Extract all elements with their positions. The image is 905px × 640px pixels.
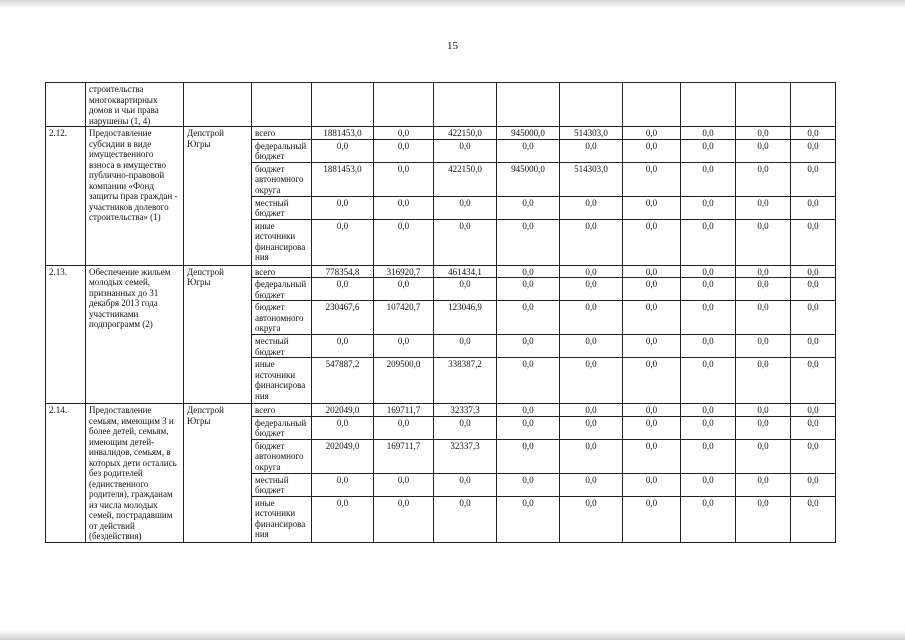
amount-cell: 0,0 bbox=[497, 473, 560, 496]
item-number: 2.13. bbox=[46, 265, 86, 404]
amount-cell: 0,0 bbox=[623, 162, 681, 196]
amount-cell: 0,0 bbox=[681, 335, 736, 358]
amount-cell: 0,0 bbox=[560, 358, 623, 404]
amount-cell: 0,0 bbox=[736, 265, 791, 278]
funding-source: всего bbox=[252, 265, 312, 278]
cell-empty bbox=[623, 83, 681, 127]
amount-cell: 0,0 bbox=[434, 473, 497, 496]
amount-cell: 316920,7 bbox=[374, 265, 434, 278]
amount-cell: 0,0 bbox=[681, 127, 736, 140]
amount-cell: 0,0 bbox=[497, 335, 560, 358]
amount-cell: 0,0 bbox=[497, 219, 560, 265]
amount-cell: 0,0 bbox=[623, 404, 681, 417]
amount-cell: 0,0 bbox=[736, 219, 791, 265]
amount-cell: 0,0 bbox=[736, 162, 791, 196]
cell-executor bbox=[184, 83, 252, 127]
executor: Депстрой Югры bbox=[184, 265, 252, 404]
amount-cell: 1881453,0 bbox=[312, 162, 374, 196]
event-name: строительства многоквартирных домов и чьи права нарушены (1, 4) bbox=[86, 83, 184, 127]
amount-cell: 0,0 bbox=[791, 219, 836, 265]
cell-empty bbox=[497, 83, 560, 127]
cell-empty bbox=[434, 83, 497, 127]
amount-cell: 0,0 bbox=[681, 265, 736, 278]
cell-empty bbox=[681, 83, 736, 127]
amount-cell: 0,0 bbox=[736, 473, 791, 496]
amount-cell: 547887,2 bbox=[312, 358, 374, 404]
amount-cell: 0,0 bbox=[434, 335, 497, 358]
amount-cell: 0,0 bbox=[560, 278, 623, 301]
amount-cell: 0,0 bbox=[374, 335, 434, 358]
amount-cell: 0,0 bbox=[736, 335, 791, 358]
funding-source: местный бюджет bbox=[252, 335, 312, 358]
funding-source: всего bbox=[252, 127, 312, 140]
continuation-row bbox=[46, 83, 836, 127]
amount-cell: 0,0 bbox=[374, 473, 434, 496]
amount-cell: 0,0 bbox=[623, 439, 681, 473]
amount-cell: 0,0 bbox=[312, 278, 374, 301]
funding-source: федеральный бюджет bbox=[252, 416, 312, 439]
cell-empty bbox=[312, 83, 374, 127]
amount-cell: 0,0 bbox=[374, 219, 434, 265]
scan-edge-top bbox=[0, 0, 905, 8]
funding-source: бюджет автономного округа bbox=[252, 162, 312, 196]
funding-source: иные источники финансирования bbox=[252, 219, 312, 265]
item-number: 2.14. bbox=[46, 404, 86, 543]
amount-cell: 0,0 bbox=[623, 473, 681, 496]
amount-cell: 0,0 bbox=[681, 439, 736, 473]
amount-cell: 0,0 bbox=[681, 301, 736, 335]
amount-cell: 0,0 bbox=[560, 439, 623, 473]
amount-cell: 0,0 bbox=[312, 335, 374, 358]
funding-source: всего bbox=[252, 404, 312, 417]
amount-cell: 0,0 bbox=[791, 127, 836, 140]
amount-cell: 0,0 bbox=[374, 162, 434, 196]
amount-cell: 0,0 bbox=[791, 439, 836, 473]
cell-source bbox=[252, 83, 312, 127]
amount-cell: 0,0 bbox=[681, 416, 736, 439]
event-name: Предоставление семьям, имеющим 3 и более детей, семьям, имеющим детей-инвалидов, семьям, в которых дети остались без родителей (единственного родителя), гражданам из числа молодых семей, пострадавшим от действий (бездействия) bbox=[86, 404, 184, 543]
amount-cell: 945000,0 bbox=[497, 162, 560, 196]
funding-source: местный бюджет bbox=[252, 196, 312, 219]
amount-cell: 0,0 bbox=[497, 196, 560, 219]
amount-cell: 0,0 bbox=[312, 473, 374, 496]
amount-cell: 0,0 bbox=[791, 496, 836, 542]
amount-cell: 422150,0 bbox=[434, 127, 497, 140]
amount-cell: 0,0 bbox=[497, 139, 560, 162]
amount-cell: 0,0 bbox=[681, 278, 736, 301]
funding-source: федеральный бюджет bbox=[252, 278, 312, 301]
amount-cell: 0,0 bbox=[312, 496, 374, 542]
cell-empty bbox=[736, 83, 791, 127]
amount-cell: 202049,0 bbox=[312, 404, 374, 417]
amount-cell: 0,0 bbox=[434, 196, 497, 219]
amount-cell: 0,0 bbox=[681, 219, 736, 265]
amount-cell: 0,0 bbox=[374, 196, 434, 219]
amount-cell: 32337,3 bbox=[434, 439, 497, 473]
amount-cell: 461434,1 bbox=[434, 265, 497, 278]
amount-cell: 0,0 bbox=[374, 496, 434, 542]
amount-cell: 514303,0 bbox=[560, 162, 623, 196]
amount-cell: 0,0 bbox=[374, 127, 434, 140]
amount-cell: 0,0 bbox=[623, 278, 681, 301]
amount-cell: 107420,7 bbox=[374, 301, 434, 335]
cell-empty bbox=[374, 83, 434, 127]
item-number: 2.12. bbox=[46, 127, 86, 266]
amount-cell: 0,0 bbox=[497, 278, 560, 301]
amount-cell: 0,0 bbox=[736, 404, 791, 417]
amount-cell: 0,0 bbox=[623, 335, 681, 358]
amount-cell: 0,0 bbox=[791, 335, 836, 358]
amount-cell: 0,0 bbox=[560, 473, 623, 496]
amount-cell: 0,0 bbox=[497, 265, 560, 278]
amount-cell: 778354,8 bbox=[312, 265, 374, 278]
amount-cell: 0,0 bbox=[681, 358, 736, 404]
amount-cell: 0,0 bbox=[497, 416, 560, 439]
amount-cell: 0,0 bbox=[791, 196, 836, 219]
event-name: Предоставление субсидии в виде имущественного взноса в имущество публично-правовой компании «Фонд защиты прав граждан - участников долевого строительства» (1) bbox=[86, 127, 184, 266]
funding-source: бюджет автономного округа bbox=[252, 301, 312, 335]
amount-cell: 0,0 bbox=[560, 496, 623, 542]
amount-cell: 209500,0 bbox=[374, 358, 434, 404]
amount-cell: 0,0 bbox=[791, 404, 836, 417]
amount-cell: 0,0 bbox=[623, 358, 681, 404]
funding-source: бюджет автономного округа bbox=[252, 439, 312, 473]
amount-cell: 0,0 bbox=[497, 439, 560, 473]
amount-cell: 0,0 bbox=[681, 162, 736, 196]
amount-cell: 202049,0 bbox=[312, 439, 374, 473]
cell-empty bbox=[791, 83, 836, 127]
funding-source: иные источники финансирования bbox=[252, 496, 312, 542]
page-number: 15 bbox=[447, 40, 458, 52]
amount-cell: 422150,0 bbox=[434, 162, 497, 196]
amount-cell: 0,0 bbox=[736, 496, 791, 542]
amount-cell: 0,0 bbox=[791, 162, 836, 196]
table-row bbox=[46, 404, 836, 417]
amount-cell: 0,0 bbox=[560, 416, 623, 439]
amount-cell: 1881453,0 bbox=[312, 127, 374, 140]
amount-cell: 0,0 bbox=[623, 416, 681, 439]
amount-cell: 0,0 bbox=[374, 139, 434, 162]
amount-cell: 123046,9 bbox=[434, 301, 497, 335]
amount-cell: 0,0 bbox=[791, 265, 836, 278]
amount-cell: 0,0 bbox=[681, 196, 736, 219]
amount-cell: 0,0 bbox=[312, 139, 374, 162]
table-row bbox=[46, 127, 836, 140]
amount-cell: 0,0 bbox=[736, 439, 791, 473]
funding-source: федеральный бюджет bbox=[252, 139, 312, 162]
amount-cell: 0,0 bbox=[560, 219, 623, 265]
amount-cell: 0,0 bbox=[560, 404, 623, 417]
amount-cell: 0,0 bbox=[623, 219, 681, 265]
amount-cell: 0,0 bbox=[623, 301, 681, 335]
executor: Депстрой Югры bbox=[184, 127, 252, 266]
amount-cell: 0,0 bbox=[791, 358, 836, 404]
amount-cell: 0,0 bbox=[791, 473, 836, 496]
amount-cell: 0,0 bbox=[791, 139, 836, 162]
amount-cell: 945000,0 bbox=[497, 127, 560, 140]
amount-cell: 0,0 bbox=[560, 265, 623, 278]
amount-cell: 0,0 bbox=[681, 404, 736, 417]
amount-cell: 0,0 bbox=[623, 196, 681, 219]
amount-cell: 0,0 bbox=[736, 278, 791, 301]
amount-cell: 0,0 bbox=[623, 127, 681, 140]
amount-cell: 0,0 bbox=[736, 196, 791, 219]
event-name: Обеспечение жильем молодых семей, признанных до 31 декабря 2013 года участниками подпрограмм (2) bbox=[86, 265, 184, 404]
amount-cell: 338387,2 bbox=[434, 358, 497, 404]
amount-cell: 0,0 bbox=[681, 496, 736, 542]
table-body bbox=[46, 83, 836, 543]
amount-cell: 0,0 bbox=[736, 127, 791, 140]
amount-cell: 0,0 bbox=[497, 496, 560, 542]
amount-cell: 0,0 bbox=[434, 219, 497, 265]
budget-table bbox=[45, 82, 836, 543]
amount-cell: 0,0 bbox=[434, 278, 497, 301]
amount-cell: 0,0 bbox=[560, 196, 623, 219]
executor: Депстрой Югры bbox=[184, 404, 252, 543]
amount-cell: 0,0 bbox=[312, 219, 374, 265]
amount-cell: 0,0 bbox=[560, 301, 623, 335]
amount-cell: 230467,6 bbox=[312, 301, 374, 335]
table-row bbox=[46, 265, 836, 278]
amount-cell: 0,0 bbox=[791, 416, 836, 439]
amount-cell: 0,0 bbox=[681, 139, 736, 162]
amount-cell: 169711,7 bbox=[374, 404, 434, 417]
amount-cell: 0,0 bbox=[374, 278, 434, 301]
amount-cell: 0,0 bbox=[681, 473, 736, 496]
amount-cell: 0,0 bbox=[623, 496, 681, 542]
amount-cell: 0,0 bbox=[497, 301, 560, 335]
amount-cell: 0,0 bbox=[374, 416, 434, 439]
amount-cell: 0,0 bbox=[312, 416, 374, 439]
funding-source: местный бюджет bbox=[252, 473, 312, 496]
cell-no bbox=[46, 83, 86, 127]
amount-cell: 0,0 bbox=[791, 278, 836, 301]
scan-edge-bottom bbox=[0, 630, 905, 640]
amount-cell: 0,0 bbox=[736, 301, 791, 335]
amount-cell: 0,0 bbox=[736, 416, 791, 439]
amount-cell: 0,0 bbox=[434, 139, 497, 162]
amount-cell: 0,0 bbox=[791, 301, 836, 335]
amount-cell: 0,0 bbox=[623, 139, 681, 162]
amount-cell: 0,0 bbox=[312, 196, 374, 219]
amount-cell: 0,0 bbox=[560, 139, 623, 162]
amount-cell: 0,0 bbox=[736, 358, 791, 404]
amount-cell: 32337,3 bbox=[434, 404, 497, 417]
amount-cell: 169711,7 bbox=[374, 439, 434, 473]
amount-cell: 0,0 bbox=[434, 416, 497, 439]
amount-cell: 0,0 bbox=[736, 139, 791, 162]
amount-cell: 514303,0 bbox=[560, 127, 623, 140]
amount-cell: 0,0 bbox=[434, 496, 497, 542]
funding-source: иные источники финансирования bbox=[252, 358, 312, 404]
amount-cell: 0,0 bbox=[560, 335, 623, 358]
cell-empty bbox=[560, 83, 623, 127]
amount-cell: 0,0 bbox=[497, 404, 560, 417]
amount-cell: 0,0 bbox=[623, 265, 681, 278]
amount-cell: 0,0 bbox=[497, 358, 560, 404]
